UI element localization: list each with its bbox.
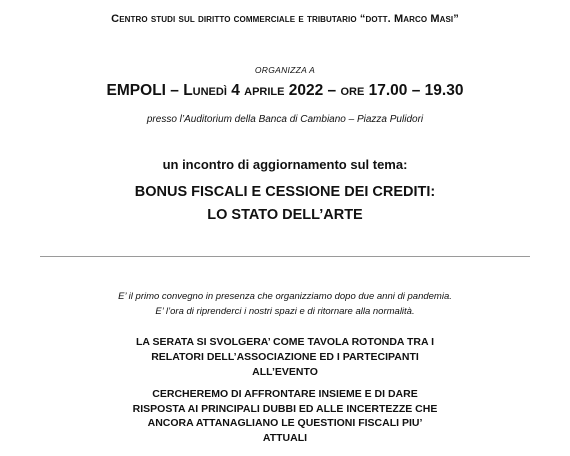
note-line-2: E’ l’ora di riprenderci i nostri spazi e di ritornare alla normalità. [155, 306, 415, 317]
paragraph-2-line-1: CERCHEREMO DI AFFRONTARE INSIEME E DI DARE [152, 388, 418, 400]
organization-header [0, 13, 570, 25]
topic-intro: un incontro di aggiornamento sul tema: [162, 157, 408, 172]
paragraph-2-line-2: RISPOSTA AI PRINCIPALI DUBBI ED ALLE INCERTEZZE CHE [132, 403, 438, 415]
paragraph-2-line-3: ANCORA ATTANAGLIANO LE QUESTIONI FISCALI PIU’ [147, 417, 423, 429]
event-datetime: EMPOLI – Lunedì 4 aprile 2022 – ore 17.00 – 19.30 [106, 82, 464, 99]
topic-title-line-2: LO STATO DELL’ARTE [207, 207, 363, 223]
paragraph-1-line-2: RELATORI DELL’ASSOCIAZIONE ED I PARTECIPANTI [151, 351, 419, 363]
paragraph-2-line-4: ATTUALI [262, 432, 308, 444]
section-divider [40, 256, 530, 257]
note-line-1: E’ il primo convegno in presenza che organizziamo dopo due anni di pandemia. [118, 291, 452, 302]
topic-title-line-1: BONUS FISCALI E CESSIONE DEI CREDITI: [134, 184, 436, 200]
event-venue: presso l’Auditorium della Banca di Cambiano – Piazza Pulidori [146, 114, 424, 125]
organizza-label: ORGANIZZA A [254, 65, 316, 75]
organization-name: Centro studi sul diritto commerciale e tributario “dott. Marco Masi” [111, 13, 459, 25]
event-date-line [0, 82, 570, 100]
paragraph-1-line-3: ALL’EVENTO [252, 366, 318, 378]
paragraph-1-line-1: LA SERATA SI SVOLGERA’ COME TAVOLA ROTONDA TRA I [135, 336, 435, 348]
